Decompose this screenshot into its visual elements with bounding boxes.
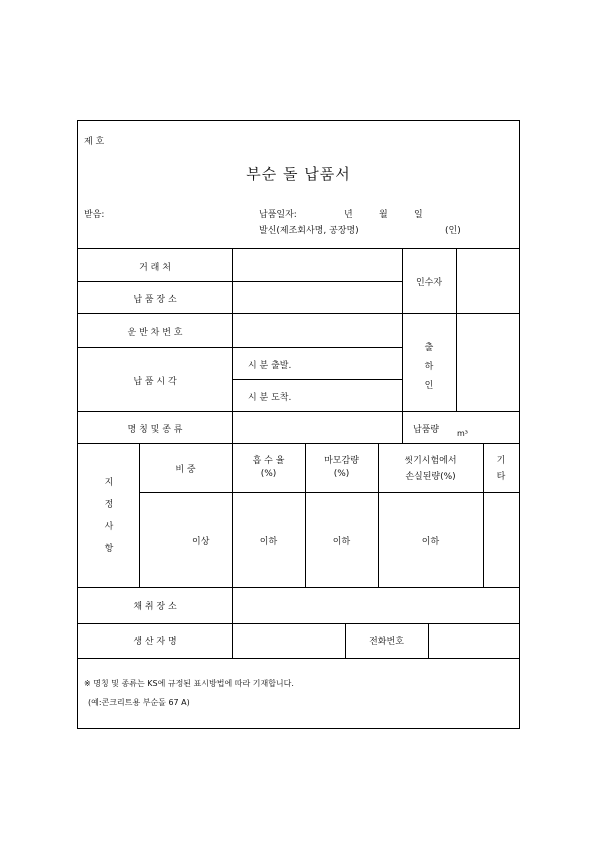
month-label: 월	[379, 210, 388, 220]
phone-label: 전화번호	[369, 637, 404, 647]
delivery-place-label: 납 품 장 소	[133, 295, 177, 305]
absorption-value[interactable]: 이하	[259, 537, 278, 547]
producer-label: 생 산 자 명	[133, 637, 177, 647]
client-field[interactable]	[233, 249, 401, 280]
abrasion-unit: (%)	[333, 469, 350, 479]
delivery-form	[77, 120, 520, 729]
spec-char-2: 정	[104, 500, 114, 510]
sender-label: 발신(제조회사명, 공장명)	[259, 226, 359, 236]
abrasion-value[interactable]: 이하	[332, 537, 351, 547]
wash-loss-label: 씻기시험에서	[404, 456, 457, 466]
document-title: 부순 돌 납품서	[246, 165, 351, 183]
specific-gravity-value[interactable]: 이상	[192, 537, 210, 547]
shipper-char-2: 하	[424, 362, 434, 372]
other-label-2: 타	[496, 472, 506, 482]
note-line-1: ※ 명칭 및 종류는 KS에 규정된 표시방법에 따라 기재합니다.	[84, 679, 294, 688]
document-number-label: 제 호	[84, 137, 105, 147]
wash-loss-label-2: 손실된량(%)	[405, 472, 456, 482]
quantity-unit: m³	[457, 429, 468, 438]
absorption-label: 흡 수 율	[252, 456, 285, 466]
spec-char-3: 사	[104, 522, 114, 532]
year-label: 년	[344, 210, 353, 220]
divider	[78, 281, 232, 282]
abrasion-label: 마모감량	[324, 456, 359, 466]
shipper-char-1: 출	[424, 343, 434, 353]
absorption-unit: (%)	[260, 469, 277, 479]
spec-char-4: 항	[104, 544, 114, 554]
delivery-place-field[interactable]	[233, 282, 401, 312]
arrival-time-text[interactable]: 시 분 도착.	[248, 393, 292, 403]
name-type-label: 명 칭 및 종 류	[127, 425, 183, 435]
other-field[interactable]	[484, 493, 519, 586]
departure-time-text[interactable]: 시 분 출발.	[248, 361, 292, 371]
note-line-2: (예:콘크리트용 부순돌 67 A)	[88, 698, 190, 707]
divider	[78, 658, 519, 659]
receiver-field[interactable]	[457, 249, 519, 312]
recipient-label: 받음:	[84, 210, 105, 220]
phone-field[interactable]	[429, 624, 519, 657]
shipper-char-3: 인	[424, 381, 434, 391]
seal-label: (인)	[445, 226, 461, 236]
truck-number-label: 운 반 차 번 호	[127, 328, 183, 338]
name-type-field[interactable]	[233, 412, 401, 442]
quantity-label: 납품량	[413, 425, 440, 435]
spec-char-1: 지	[104, 478, 114, 488]
quantity-field[interactable]	[468, 412, 518, 442]
receiver-label: 인수자	[415, 278, 443, 288]
wash-loss-value[interactable]: 이하	[421, 537, 440, 547]
other-label-1: 기	[496, 456, 506, 466]
truck-number-field[interactable]	[233, 314, 401, 346]
specific-gravity-label: 비 중	[175, 465, 196, 475]
day-label: 일	[414, 210, 423, 220]
producer-field[interactable]	[233, 624, 344, 657]
divider	[78, 443, 519, 444]
shipper-field[interactable]	[457, 314, 519, 410]
client-label: 거 래 처	[139, 263, 171, 273]
quarry-field[interactable]	[233, 588, 519, 622]
delivery-date-label: 납품일자:	[259, 210, 297, 220]
divider	[232, 379, 402, 380]
divider	[139, 492, 519, 493]
delivery-time-label: 납 품 시 각	[133, 377, 177, 387]
quarry-label: 채 취 장 소	[133, 602, 177, 612]
divider	[78, 347, 402, 348]
